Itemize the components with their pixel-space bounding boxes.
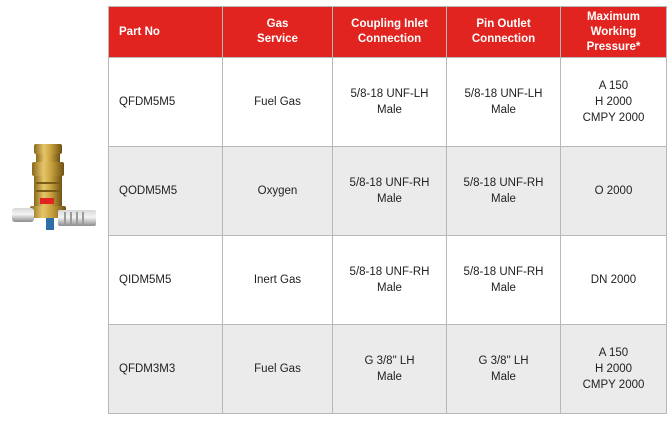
header-coupling-inlet-connection: Coupling Inlet Connection	[333, 7, 447, 58]
cell-part-no: QODM5M5	[109, 147, 223, 236]
header-row	[109, 7, 667, 58]
cell-gas-service: Fuel Gas	[223, 58, 333, 147]
quick-coupling-fitting-icon	[10, 138, 106, 250]
cell-inlet: 5/8-18 UNF-RH Male	[333, 236, 447, 325]
cell-outlet: 5/8-18 UNF-LH Male	[447, 58, 561, 147]
table-row	[109, 325, 667, 414]
cell-outlet: 5/8-18 UNF-RH Male	[447, 236, 561, 325]
cell-inlet: 5/8-18 UNF-LH Male	[333, 58, 447, 147]
cell-part-no: QIDM5M5	[109, 236, 223, 325]
table-row	[109, 236, 667, 325]
cell-pressure: DN 2000	[561, 236, 667, 325]
header-max-working-pressure: Maximum Working Pressure*	[561, 7, 667, 58]
header-part-no: Part No	[109, 7, 223, 58]
cell-inlet: G 3/8" LH Male	[333, 325, 447, 414]
cell-outlet: G 3/8" LH Male	[447, 325, 561, 414]
cell-inlet: 5/8-18 UNF-RH Male	[333, 147, 447, 236]
cell-part-no: QFDM5M5	[109, 58, 223, 147]
table-row	[109, 58, 667, 147]
header-pin-outlet-connection: Pin Outlet Connection	[447, 7, 561, 58]
cell-gas-service: Inert Gas	[223, 236, 333, 325]
cell-pressure: A 150 H 2000 CMPY 2000	[561, 58, 667, 147]
cell-part-no: QFDM3M3	[109, 325, 223, 414]
cell-gas-service: Oxygen	[223, 147, 333, 236]
part-spec-table	[108, 6, 667, 414]
cell-gas-service: Fuel Gas	[223, 325, 333, 414]
cell-pressure: A 150 H 2000 CMPY 2000	[561, 325, 667, 414]
header-gas-service: Gas Service	[223, 7, 333, 58]
cell-outlet: 5/8-18 UNF-RH Male	[447, 147, 561, 236]
table-row	[109, 147, 667, 236]
cell-pressure: O 2000	[561, 147, 667, 236]
